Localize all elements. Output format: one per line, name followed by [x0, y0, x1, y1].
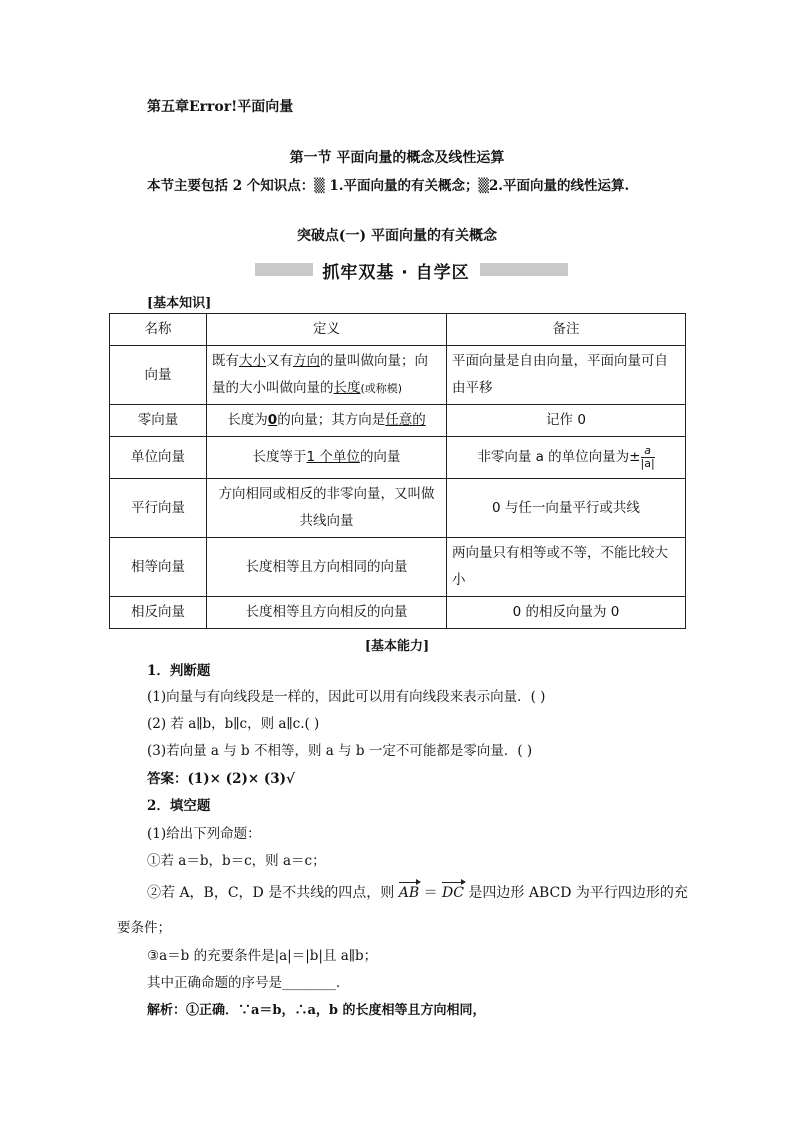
- section-title: 第一节 平面向量的概念及线性运算: [289, 150, 505, 166]
- fraction-numerator: a: [641, 445, 655, 458]
- question-2-intro: (1)给出下列命题：: [147, 826, 261, 842]
- def-key-term: 0: [267, 412, 278, 428]
- cell-note: 0 与任一向量平行或共线: [447, 479, 686, 538]
- table-row: [110, 538, 686, 597]
- def-text: 长度为: [227, 412, 268, 428]
- unit-vector-fraction: [641, 445, 655, 470]
- knowledge-table: [109, 313, 686, 629]
- cell-note: 0 的相反向量为 0: [447, 597, 686, 629]
- cell-note: 平面向量是自由向量，平面向量可自由平移: [447, 346, 686, 405]
- header-name: 名称: [110, 314, 207, 346]
- cell-name: 向量: [110, 346, 207, 405]
- cell-definition: 方向相同或相反的非零向量，又叫做共线向量: [207, 479, 447, 538]
- table-row: [110, 479, 686, 538]
- def-key-term: 长度: [333, 380, 361, 396]
- chapter-heading: 第五章Error!平面向量: [147, 99, 294, 115]
- table-row: [110, 405, 686, 437]
- cell-note: [447, 437, 686, 479]
- def-key-term: 大小: [239, 353, 266, 369]
- header-note: 备注: [447, 314, 686, 346]
- def-key-term: 方向: [293, 353, 320, 369]
- table-row: [110, 597, 686, 629]
- cell-note: 两向量只有相等或不等，不能比较大小: [447, 538, 686, 597]
- def-key-term: 1 个单位: [306, 449, 360, 465]
- table-row: [110, 346, 686, 405]
- proposition-2-text: 是四边形 ABCD 为平行四边形的充: [468, 885, 688, 901]
- cell-name: 零向量: [110, 405, 207, 437]
- cell-note: 记作 0: [447, 405, 686, 437]
- proposition-2-text: ②若 A，B，C，D 是不共线的四点，则: [147, 885, 395, 901]
- def-key-term: 任意的: [385, 412, 426, 428]
- question-2-analysis: 解析：①正确．∵a＝b，∴a，b 的长度相等且方向相同，: [147, 1003, 486, 1018]
- def-text: 既有: [212, 353, 239, 369]
- cell-name: 相等向量: [110, 538, 207, 597]
- table-row: [110, 437, 686, 479]
- cell-name: 平行向量: [110, 479, 207, 538]
- def-text: 长度等于: [252, 449, 307, 465]
- fraction-denominator: |a|: [640, 456, 655, 470]
- def-text: (或称模): [360, 382, 403, 395]
- question-1-item-3: (3)若向量 a 与 b 不相等，则 a 与 b 一定不可能都是零向量．( ): [147, 743, 533, 759]
- cell-definition: [207, 437, 447, 479]
- banner-bar-right: [480, 263, 568, 276]
- question-2-ask: 其中正确命题的序号是________．: [147, 975, 350, 991]
- note-text: 非零向量 a 的单位向量为±: [477, 449, 641, 465]
- cell-definition: [207, 405, 447, 437]
- cell-definition: [207, 346, 447, 405]
- question-1-item-2: (2) 若 a∥b，b∥c，则 a∥c.( ): [147, 716, 320, 732]
- vector-dc: DC: [442, 885, 464, 901]
- header-definition: 定义: [207, 314, 447, 346]
- def-text: 的向量: [359, 449, 401, 465]
- def-text: 又有: [266, 353, 293, 369]
- cell-name: 相反向量: [110, 597, 207, 629]
- cell-definition: 长度相等且方向相反的向量: [207, 597, 447, 629]
- proposition-2: [147, 882, 688, 902]
- question-2-title: 2．填空题: [147, 798, 211, 814]
- equals-sign: ＝: [423, 885, 438, 901]
- section-banner: [255, 258, 568, 282]
- cell-name: 单位向量: [110, 437, 207, 479]
- question-1-title: 1．判断题: [147, 663, 211, 679]
- table-header-row: [110, 314, 686, 346]
- def-text: 的向量；其方向是: [277, 412, 386, 428]
- proposition-3: ③a＝b 的充要条件是|a|＝|b|且 a∥b；: [147, 948, 378, 964]
- section-intro: 本节主要包括 2 个知识点：▒ 1.平面向量的有关概念；▒2.平面向量的线性运算.: [147, 178, 630, 194]
- def-text: 的量叫做向量；向量的大小叫做向量的: [212, 353, 428, 396]
- vector-ab: AB: [398, 885, 420, 901]
- banner-text: 抓牢双基 · 自学区: [322, 263, 470, 283]
- question-1-item-1: (1)向量与有向线段是一样的，因此可以用有向线段来表示向量．( ): [147, 689, 546, 705]
- breakpoint-title: 突破点(一) 平面向量的有关概念: [296, 228, 498, 244]
- question-1-answer: 答案：(1)× (2)× (3)√: [147, 771, 295, 787]
- proposition-2-continued: 要条件；: [117, 920, 171, 936]
- cell-definition: 长度相等且方向相同的向量: [207, 538, 447, 597]
- basic-knowledge-label: [基本知识]: [147, 296, 212, 311]
- basic-ability-label: [基本能力]: [364, 639, 430, 654]
- banner-bar-left: [255, 263, 313, 276]
- proposition-1: ①若 a＝b，b＝c，则 a＝c；: [147, 853, 326, 869]
